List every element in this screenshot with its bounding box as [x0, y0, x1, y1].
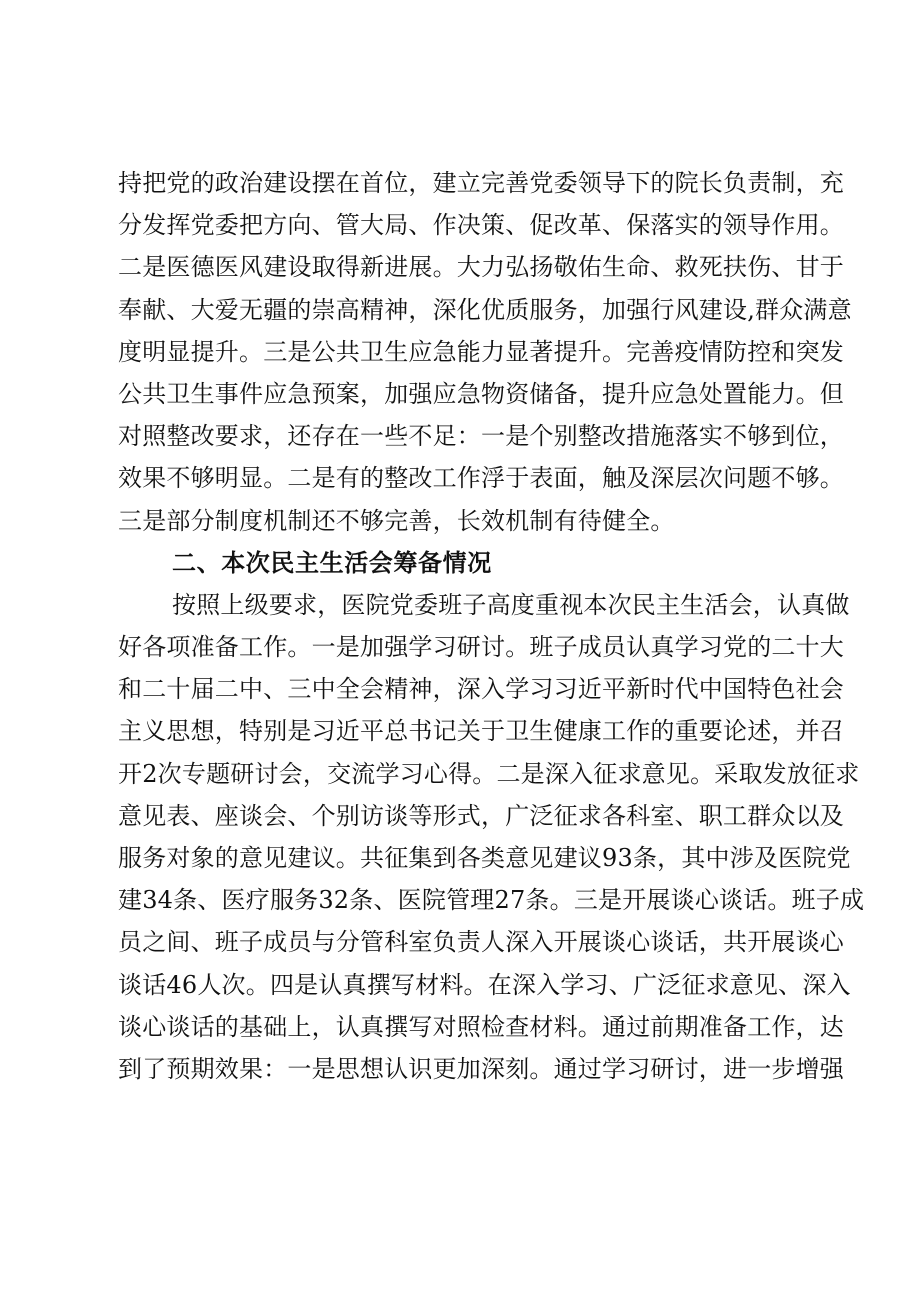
text-line: 谈话46人次。四是认真撰写材料。在深入学习、广泛征求意见、深入 — [118, 970, 851, 999]
text-line: 持把党的政治建设摆在首位，建立完善党委领导下的院长负责制，充 — [118, 169, 844, 197]
text-line: 和二十届二中、三中全会精神，深入学习习近平新时代中国特色社会 — [118, 675, 844, 704]
text-line: 二是医德医风建设取得新进展。大力弘扬敬佑生命、救死扶伤、甘于 — [118, 253, 844, 282]
text-line: 按照上级要求，医院党委班子高度重视本次民主生活会，认真做 — [172, 590, 850, 619]
text-line: 到了预期效果：一是思想认识更加深刻。通过学习研讨，进一步增强 — [118, 1054, 844, 1083]
text-line: 开2次专题研讨会，交流学习心得。二是深入征求意见。采取发放征求 — [118, 759, 860, 788]
text-line: 谈心谈话的基础上，认真撰写对照检查材料。通过前期准备工作，达 — [118, 1012, 844, 1041]
body-text — [118, 162, 865, 1090]
text-line: 主义思想，特别是习近平总书记关于卫生健康工作的重要论述，并召 — [118, 717, 844, 746]
text-line: 对照整改要求，还存在一些不足：一是个别整改措施落实不够到位， — [118, 422, 844, 451]
text-line: 公共卫生事件应急预案，加强应急物资储备，提升应急处置能力。但 — [118, 379, 844, 408]
text-line: 度明显提升。三是公共卫生应急能力显著提升。完善疫情防控和突发 — [118, 337, 844, 366]
text-line: 效果不够明显。二是有的整改工作浮于表面，触及深层次问题不够。 — [118, 464, 844, 493]
text-line: 三是部分制度机制还不够完善，长效机制有待健全。 — [118, 506, 675, 535]
text-line: 员之间、班子成员与分管科室负责人深入开展谈心谈话，共开展谈心 — [118, 928, 844, 957]
text-line: 好各项准备工作。一是加强学习研讨。班子成员认真学习党的二十大 — [118, 633, 844, 662]
text-line: 意见表、座谈会、个别访谈等形式，广泛征求各科室、职工群众以及 — [118, 801, 844, 830]
text-line: 建34条、医疗服务32条、医院管理27条。三是开展谈心谈话。班子成 — [118, 886, 865, 915]
text-line: 奉献、大爱无疆的崇高精神，深化优质服务，加强行风建设,群众满意 — [118, 295, 852, 324]
section-heading: 二、本次民主生活会筹备情况 — [172, 548, 492, 577]
text-line: 分发挥党委把方向、管大局、作决策、促改革、保落实的领导作用。 — [118, 211, 844, 240]
text-line: 服务对象的意见建议。共征集到各类意见建议93条，其中涉及医院党 — [118, 844, 851, 872]
